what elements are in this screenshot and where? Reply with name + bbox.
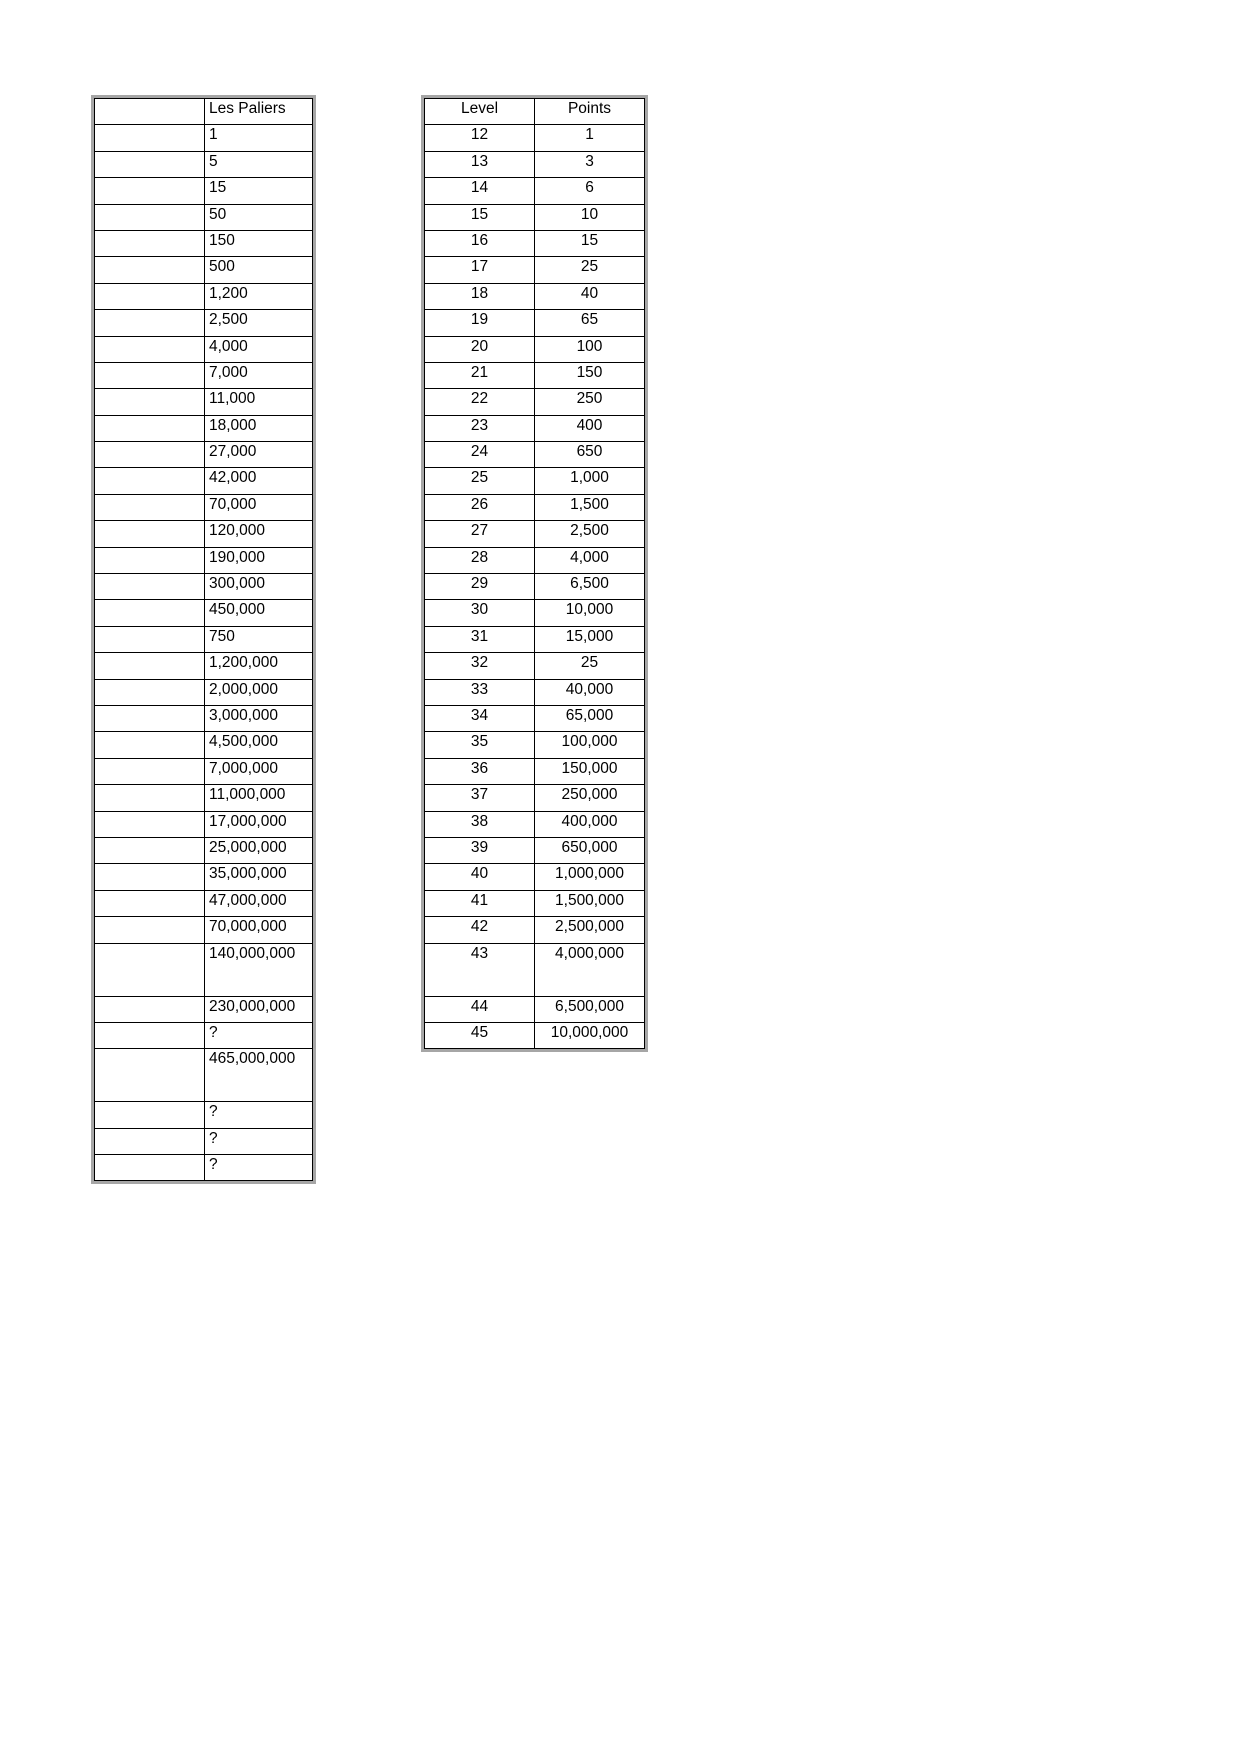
table-row[interactable] (95, 257, 313, 283)
paliers-blank-cell[interactable] (95, 310, 205, 336)
table-row[interactable] (95, 890, 313, 916)
level-cell[interactable]: 21 (425, 362, 535, 388)
table-row[interactable] (95, 653, 313, 679)
paliers-blank-cell[interactable] (95, 574, 205, 600)
table-row[interactable] (425, 283, 645, 309)
level-cell[interactable]: 38 (425, 811, 535, 837)
table-row[interactable] (95, 442, 313, 468)
table-row[interactable] (95, 943, 313, 996)
table-row[interactable] (95, 1049, 313, 1102)
table-row[interactable] (95, 600, 313, 626)
table-row[interactable] (95, 547, 313, 573)
paliers-blank-cell[interactable] (95, 600, 205, 626)
level-cell[interactable]: 29 (425, 574, 535, 600)
paliers-value-cell[interactable]: 230,000,000 (205, 996, 313, 1022)
table-row[interactable] (425, 837, 645, 863)
paliers-value-cell[interactable]: 70,000,000 (205, 917, 313, 943)
points-cell[interactable]: 65,000 (535, 705, 645, 731)
paliers-value-cell[interactable]: 4,000 (205, 336, 313, 362)
table-row[interactable] (425, 547, 645, 573)
table-row[interactable] (425, 996, 645, 1022)
table-row[interactable] (95, 1022, 313, 1048)
paliers-value-cell[interactable]: 500 (205, 257, 313, 283)
paliers-blank-cell[interactable] (95, 257, 205, 283)
table-row[interactable] (425, 574, 645, 600)
paliers-value-cell[interactable]: 7,000,000 (205, 758, 313, 784)
paliers-blank-cell[interactable] (95, 336, 205, 362)
paliers-value-cell[interactable]: 25,000,000 (205, 837, 313, 863)
paliers-value-cell[interactable]: 4,500,000 (205, 732, 313, 758)
table-row[interactable] (425, 494, 645, 520)
points-cell[interactable]: 15,000 (535, 626, 645, 652)
points-cell[interactable]: 250,000 (535, 785, 645, 811)
table-row[interactable] (425, 943, 645, 996)
paliers-value-cell[interactable]: 11,000,000 (205, 785, 313, 811)
paliers-value-cell[interactable]: 18,000 (205, 415, 313, 441)
points-cell[interactable]: 4,000 (535, 547, 645, 573)
paliers-value-cell[interactable]: 1,200,000 (205, 653, 313, 679)
points-column-header: Points (535, 99, 645, 125)
level-cell[interactable]: 34 (425, 705, 535, 731)
points-cell[interactable]: 65 (535, 310, 645, 336)
paliers-blank-cell[interactable] (95, 758, 205, 784)
points-cell[interactable]: 1,500,000 (535, 890, 645, 916)
table-row[interactable] (425, 468, 645, 494)
points-cell[interactable]: 40,000 (535, 679, 645, 705)
table-row[interactable] (425, 785, 645, 811)
level-points-table[interactable] (424, 98, 645, 1049)
table-row[interactable] (425, 178, 645, 204)
paliers-blank-cell[interactable] (95, 442, 205, 468)
table-row[interactable] (425, 679, 645, 705)
table-row[interactable] (425, 389, 645, 415)
table-row[interactable] (425, 600, 645, 626)
table-row[interactable] (95, 758, 313, 784)
paliers-header-label: Les Paliers (205, 99, 313, 125)
table-row[interactable] (95, 785, 313, 811)
table-row[interactable] (95, 362, 313, 388)
points-cell[interactable]: 650 (535, 442, 645, 468)
paliers-blank-cell[interactable] (95, 653, 205, 679)
paliers-blank-cell[interactable] (95, 785, 205, 811)
level-cell[interactable]: 40 (425, 864, 535, 890)
paliers-blank-cell[interactable] (95, 890, 205, 916)
level-cell[interactable]: 45 (425, 1022, 535, 1048)
table-row[interactable] (425, 415, 645, 441)
points-cell[interactable]: 1 (535, 125, 645, 151)
table-row[interactable] (425, 521, 645, 547)
paliers-value-cell[interactable]: ? (205, 1102, 313, 1128)
paliers-blank-cell[interactable] (95, 705, 205, 731)
level-cell[interactable]: 43 (425, 943, 535, 996)
points-cell[interactable]: 10,000,000 (535, 1022, 645, 1048)
paliers-value-cell[interactable]: 15 (205, 178, 313, 204)
table-row[interactable] (425, 125, 645, 151)
paliers-value-cell[interactable]: 47,000,000 (205, 890, 313, 916)
paliers-value-cell[interactable]: 35,000,000 (205, 864, 313, 890)
level-cell[interactable]: 28 (425, 547, 535, 573)
table-row[interactable] (95, 574, 313, 600)
paliers-value-cell[interactable]: ? (205, 1022, 313, 1048)
points-cell[interactable]: 6,500,000 (535, 996, 645, 1022)
table-row[interactable] (95, 494, 313, 520)
paliers-value-cell[interactable]: 140,000,000 (205, 943, 313, 996)
level-cell[interactable]: 16 (425, 230, 535, 256)
paliers-blank-cell[interactable] (95, 521, 205, 547)
paliers-blank-cell[interactable] (95, 917, 205, 943)
table-row[interactable] (95, 204, 313, 230)
table-row[interactable] (425, 864, 645, 890)
table-row[interactable] (95, 125, 313, 151)
paliers-value-cell[interactable]: 42,000 (205, 468, 313, 494)
paliers-value-cell[interactable]: 750 (205, 626, 313, 652)
table-row[interactable] (425, 917, 645, 943)
level-cell[interactable]: 18 (425, 283, 535, 309)
table-row[interactable] (95, 705, 313, 731)
level-cell[interactable]: 15 (425, 204, 535, 230)
paliers-value-cell[interactable]: 27,000 (205, 442, 313, 468)
table-row[interactable] (425, 626, 645, 652)
level-cell[interactable]: 37 (425, 785, 535, 811)
table-row[interactable] (425, 310, 645, 336)
points-cell[interactable]: 1,000,000 (535, 864, 645, 890)
paliers-value-cell[interactable]: 2,000,000 (205, 679, 313, 705)
table-row[interactable] (425, 811, 645, 837)
paliers-blank-cell[interactable] (95, 1102, 205, 1128)
paliers-value-cell[interactable]: 2,500 (205, 310, 313, 336)
paliers-blank-cell[interactable] (95, 468, 205, 494)
paliers-value-cell[interactable]: 1 (205, 125, 313, 151)
table-row[interactable] (95, 996, 313, 1022)
paliers-blank-cell[interactable] (95, 283, 205, 309)
paliers-blank-cell[interactable] (95, 389, 205, 415)
table-row[interactable] (95, 151, 313, 177)
points-cell[interactable]: 25 (535, 257, 645, 283)
paliers-blank-cell[interactable] (95, 837, 205, 863)
table-row[interactable] (425, 257, 645, 283)
level-cell[interactable]: 25 (425, 468, 535, 494)
table-header-row (425, 99, 645, 125)
points-cell[interactable]: 1,000 (535, 468, 645, 494)
paliers-value-cell[interactable]: 450,000 (205, 600, 313, 626)
table-row[interactable] (95, 1155, 313, 1181)
table-row[interactable] (425, 653, 645, 679)
points-cell[interactable]: 6,500 (535, 574, 645, 600)
paliers-value-cell[interactable]: 70,000 (205, 494, 313, 520)
paliers-blank-cell[interactable] (95, 943, 205, 996)
paliers-blank-cell[interactable] (95, 626, 205, 652)
paliers-blank-cell[interactable] (95, 230, 205, 256)
paliers-blank-cell[interactable] (95, 362, 205, 388)
paliers-blank-cell[interactable] (95, 125, 205, 151)
level-cell[interactable]: 14 (425, 178, 535, 204)
paliers-value-cell[interactable]: 465,000,000 (205, 1049, 313, 1102)
paliers-blank-cell[interactable] (95, 1128, 205, 1154)
les-paliers-table-body (95, 125, 313, 1181)
paliers-value-cell[interactable]: 1,200 (205, 283, 313, 309)
table-row[interactable] (95, 679, 313, 705)
table-row[interactable] (95, 626, 313, 652)
table-row[interactable] (425, 204, 645, 230)
table-row[interactable] (425, 1022, 645, 1048)
paliers-blank-cell[interactable] (95, 1022, 205, 1048)
level-cell[interactable]: 44 (425, 996, 535, 1022)
table-row[interactable] (425, 705, 645, 731)
points-cell[interactable]: 3 (535, 151, 645, 177)
paliers-blank-cell[interactable] (95, 864, 205, 890)
points-cell[interactable]: 6 (535, 178, 645, 204)
level-cell[interactable]: 39 (425, 837, 535, 863)
table-row[interactable] (95, 230, 313, 256)
points-cell[interactable]: 4,000,000 (535, 943, 645, 996)
points-cell[interactable]: 150,000 (535, 758, 645, 784)
level-cell[interactable]: 19 (425, 310, 535, 336)
paliers-blank-cell[interactable] (95, 679, 205, 705)
table-row[interactable] (95, 310, 313, 336)
table-row[interactable] (425, 230, 645, 256)
level-cell[interactable]: 30 (425, 600, 535, 626)
level-cell[interactable]: 26 (425, 494, 535, 520)
level-cell[interactable]: 31 (425, 626, 535, 652)
paliers-value-cell[interactable]: 120,000 (205, 521, 313, 547)
points-cell[interactable]: 250 (535, 389, 645, 415)
level-cell[interactable]: 32 (425, 653, 535, 679)
paliers-value-cell[interactable]: 190,000 (205, 547, 313, 573)
paliers-blank-cell[interactable] (95, 811, 205, 837)
paliers-value-cell[interactable]: ? (205, 1128, 313, 1154)
table-row[interactable] (425, 890, 645, 916)
table-row[interactable] (425, 442, 645, 468)
table-row[interactable] (95, 837, 313, 863)
table-row[interactable] (95, 178, 313, 204)
points-cell[interactable]: 25 (535, 653, 645, 679)
level-cell[interactable]: 23 (425, 415, 535, 441)
points-cell[interactable]: 15 (535, 230, 645, 256)
table-row[interactable] (95, 1128, 313, 1154)
level-column-header: Level (425, 99, 535, 125)
table-row[interactable] (95, 917, 313, 943)
paliers-header-blank (95, 99, 205, 125)
level-cell[interactable]: 35 (425, 732, 535, 758)
level-points-table-body (425, 125, 645, 1049)
level-points-table-header (425, 99, 645, 125)
table-row[interactable] (425, 362, 645, 388)
level-cell[interactable]: 22 (425, 389, 535, 415)
table-row[interactable] (95, 389, 313, 415)
table-row[interactable] (425, 151, 645, 177)
level-cell[interactable]: 27 (425, 521, 535, 547)
table-row[interactable] (425, 732, 645, 758)
table-row[interactable] (95, 1102, 313, 1128)
points-cell[interactable]: 650,000 (535, 837, 645, 863)
paliers-value-cell[interactable]: 3,000,000 (205, 705, 313, 731)
level-cell[interactable]: 24 (425, 442, 535, 468)
paliers-blank-cell[interactable] (95, 1049, 205, 1102)
paliers-value-cell[interactable]: 11,000 (205, 389, 313, 415)
paliers-blank-cell[interactable] (95, 178, 205, 204)
level-cell[interactable]: 17 (425, 257, 535, 283)
table-row[interactable] (425, 336, 645, 362)
table-row[interactable] (95, 468, 313, 494)
table-row[interactable] (425, 758, 645, 784)
paliers-blank-cell[interactable] (95, 151, 205, 177)
paliers-value-cell[interactable]: 300,000 (205, 574, 313, 600)
paliers-value-cell[interactable]: 50 (205, 204, 313, 230)
paliers-blank-cell[interactable] (95, 494, 205, 520)
points-cell[interactable]: 150 (535, 362, 645, 388)
table-row[interactable] (95, 336, 313, 362)
points-cell[interactable]: 100,000 (535, 732, 645, 758)
level-cell[interactable]: 36 (425, 758, 535, 784)
points-cell[interactable]: 400 (535, 415, 645, 441)
points-cell[interactable]: 10 (535, 204, 645, 230)
table-row[interactable] (95, 521, 313, 547)
paliers-value-cell[interactable]: 5 (205, 151, 313, 177)
level-cell[interactable]: 42 (425, 917, 535, 943)
level-cell[interactable]: 13 (425, 151, 535, 177)
paliers-blank-cell[interactable] (95, 547, 205, 573)
table-row[interactable] (95, 283, 313, 309)
level-cell[interactable]: 41 (425, 890, 535, 916)
paliers-value-cell[interactable]: ? (205, 1155, 313, 1181)
points-cell[interactable]: 10,000 (535, 600, 645, 626)
paliers-blank-cell[interactable] (95, 415, 205, 441)
points-cell[interactable]: 2,500 (535, 521, 645, 547)
paliers-blank-cell[interactable] (95, 732, 205, 758)
points-cell[interactable]: 40 (535, 283, 645, 309)
level-cell[interactable]: 12 (425, 125, 535, 151)
les-paliers-table-header (95, 99, 313, 125)
table-row[interactable] (95, 864, 313, 890)
points-cell[interactable]: 1,500 (535, 494, 645, 520)
paliers-value-cell[interactable]: 7,000 (205, 362, 313, 388)
table-row[interactable] (95, 415, 313, 441)
paliers-blank-cell[interactable] (95, 204, 205, 230)
table-row[interactable] (95, 811, 313, 837)
table-row[interactable] (95, 732, 313, 758)
les-paliers-table[interactable] (94, 98, 313, 1181)
level-cell[interactable]: 20 (425, 336, 535, 362)
points-cell[interactable]: 2,500,000 (535, 917, 645, 943)
paliers-blank-cell[interactable] (95, 996, 205, 1022)
level-cell[interactable]: 33 (425, 679, 535, 705)
paliers-value-cell[interactable]: 17,000,000 (205, 811, 313, 837)
paliers-blank-cell[interactable] (95, 1155, 205, 1181)
paliers-value-cell[interactable]: 150 (205, 230, 313, 256)
table-header-row (95, 99, 313, 125)
points-cell[interactable]: 100 (535, 336, 645, 362)
points-cell[interactable]: 400,000 (535, 811, 645, 837)
